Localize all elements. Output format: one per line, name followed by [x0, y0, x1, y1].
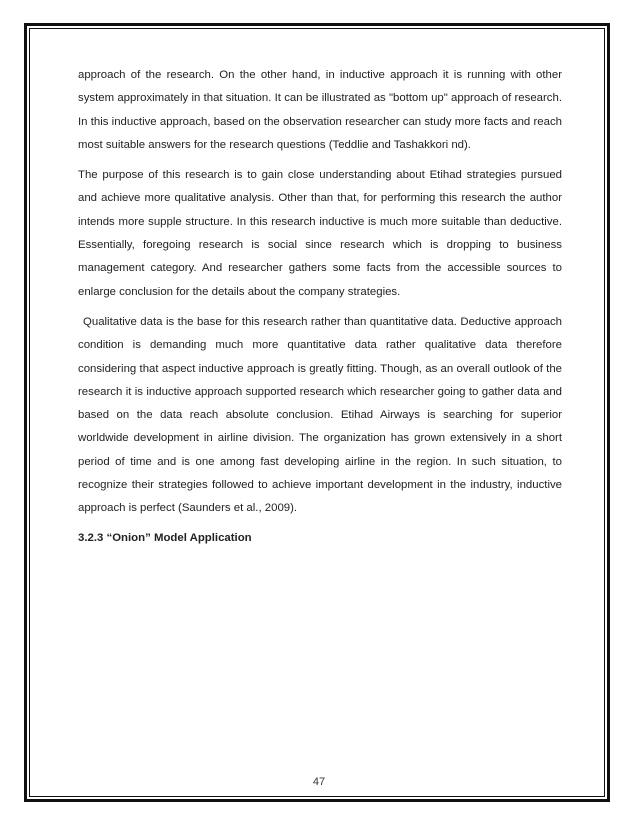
page-number: 47 [312, 776, 326, 788]
section-heading: 3.2.3 “Onion” Model Application [78, 531, 252, 544]
paragraph-1: approach of the research. On the other hand, in inductive approach it is running with other system approximately in that situation. It can be illustrated as "bottom up" approach of research. In this inductive approach, based on the observation researcher can study more facts and reach most suitable answers for the research questions (Teddlie and Tashakkori nd). [78, 69, 562, 151]
paragraph-2: The purpose of this research is to gain close understanding about Etihad strategies pursued and achieve more qualitative analysis. Other than that, for performing this research the author intends more supple structure. In this research inductive is much more suitable than deductive. Essentially, foregoing research is social since research which is dropping to business management category. And researcher gathers some facts from the accessible sources to enlarge conclusion for the details about the company strategies. [78, 169, 562, 298]
document-body [78, 64, 562, 547]
paragraph-3: Qualitative data is the base for this research rather than quantitative data. Deductive approach condition is demanding much more quantitative data rather qualitative data therefore considering that aspect inductive approach is greatly fitting. Though, as an overall outlook of the research it is inductive approach supported research which researcher going to gather data and based on the data reach absolute conclusion. Etihad Airways is searching for superior worldwide development in airline division. The organization has grown extensively in a short period of time and is one among fast developing airline in the region. In such situation, to recognize their strategies followed to achieve important development in the industry, inductive approach is perfect (Saunders et al., 2009). [78, 315, 562, 515]
